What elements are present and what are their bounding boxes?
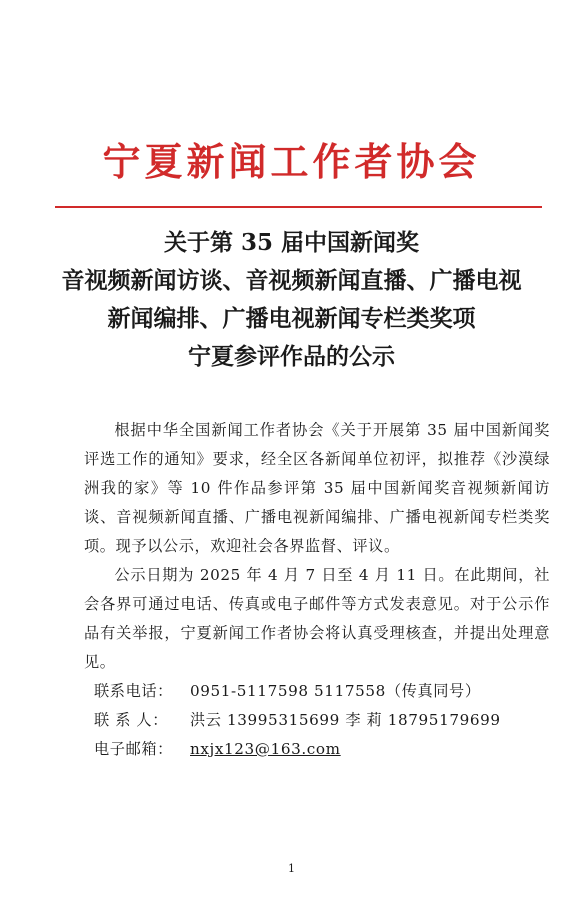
phone-label: 联系电话： (94, 682, 173, 700)
notice-title (0, 224, 583, 376)
paragraph-announcement: 根据中华全国新闻工作者协会《关于开展第 35 届中国新闻奖评选工作的通知》要求，经全区各新闻单位初评，拟推荐《沙漠绿洲我的家》等 10 件作品参评第 35 届中国新闻奖音视频新闻访谈、音视频新闻直播、广播电视新闻编排、广播电视新闻专栏类奖项。现予以公示，欢迎社会各界监督、评议。 (84, 421, 550, 555)
person-value: 洪云 13995315699 李 莉 18795179699 (190, 711, 501, 729)
paragraph-period: 公示日期为 2025 年 4 月 7 日至 4 月 11 日。在此期间，社会各界可通过电话、传真或电子邮件等方式发表意见。对于公示作品有关举报，宁夏新闻工作者协会将认真受理核查，并提出处理意见。 (84, 566, 550, 671)
person-label: 联 系 人： (94, 711, 169, 729)
title-line-2: 音视频新闻访谈、音视频新闻直播、广播电视 (61, 267, 522, 294)
contact-email (84, 735, 550, 764)
title-line-1: 关于第 35 届中国新闻奖 (163, 229, 420, 256)
email-link[interactable]: nxjx123@163.com (190, 740, 341, 758)
title-line-4: 宁夏参评作品的公示 (188, 343, 395, 370)
contact-person (84, 706, 550, 735)
organization-header: 宁夏新闻工作者协会 (102, 139, 481, 184)
page-number: 1 (288, 862, 295, 875)
email-label: 电子邮箱： (94, 740, 173, 758)
title-line-3: 新闻编排、广播电视新闻专栏类奖项 (107, 305, 476, 332)
contact-phone (84, 677, 550, 706)
red-divider-line (55, 206, 542, 208)
notice-body (84, 416, 550, 764)
phone-value: 0951-5117598 5117558（传真同号） (190, 682, 481, 700)
